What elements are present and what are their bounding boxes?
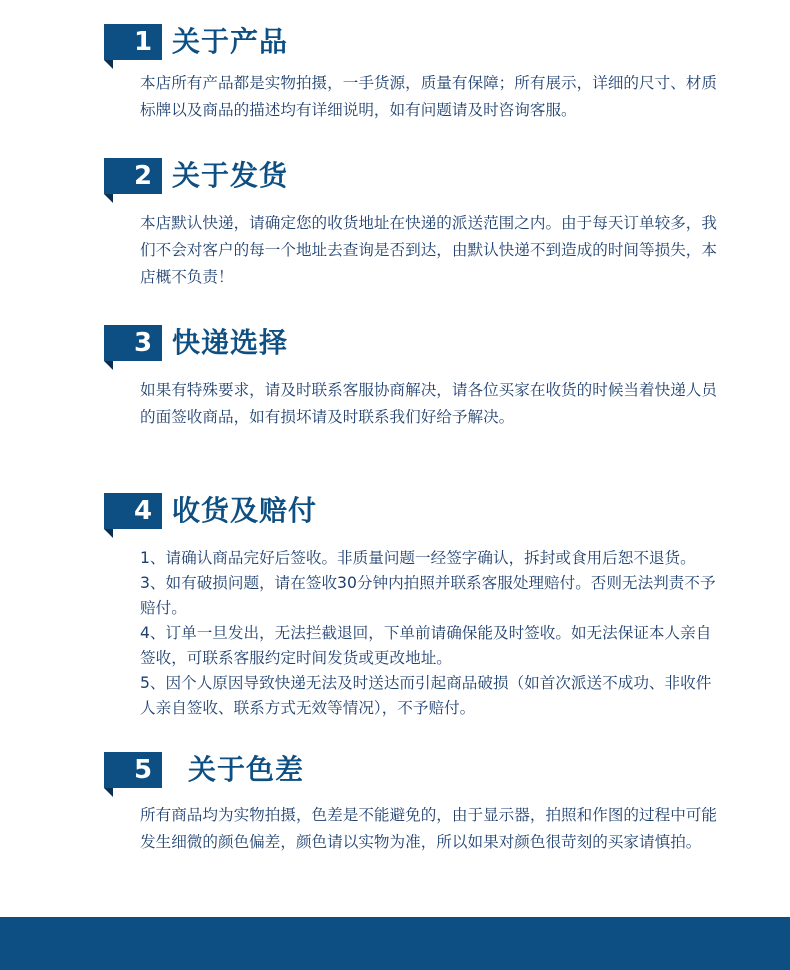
section-title: 收货及赔付 [172,494,318,527]
badge-fold-shape [104,60,113,69]
section-title: 关于产品 [172,25,289,58]
badge-fold-shape [104,361,113,370]
section-number: 5 [134,755,153,785]
section-body [140,377,720,431]
section-text: 本店默认快递，请确定您的收货地址在快递的派送范围之内。由于每天订单较多，我们不会对客户的每一个地址去查询是否到达，由默认快递不到造成的时间等损失，本店概不负责！ [140,214,717,286]
badge-fold-shape [104,529,113,538]
section-text: 所有商品均为实物拍摄，色差是不能避免的，由于显示器，拍照和作图的过程中可能发生细微的颜色偏差，颜色请以实物为准，所以如果对颜色很苛刻的买家请慎拍。 [140,806,717,851]
list-item: 4、订单一旦发出，无法拦截退回，下单前请确保能及时签收。如无法保证本人亲自签收，可联系客服约定时间发货或更改地址。 [140,624,712,667]
section-body [140,546,720,721]
section-text: 如果有特殊要求，请及时联系客服协商解决，请各位买家在收货的时候当着快递人员的面签收商品，如有损坏请及时联系我们好给予解决。 [140,381,717,426]
list-item: 5、因个人原因导致快递无法及时送达而引起商品破损（如首次派送不成功、非收件人亲自签收、联系方式无效等情况），不予赔付。 [140,674,712,717]
section-number: 1 [134,27,153,57]
section-title: 关于发货 [172,159,289,192]
list-item: 1、请确认商品完好后签收。非质量问题一经签字确认，拆封或食用后恕不退货。 [140,549,696,567]
section-text: 本店所有产品都是实物拍摄，一手货源，质量有保障；所有展示，详细的尺寸、材质标牌以及商品的描述均有详细说明，如有问题请及时咨询客服。 [140,74,717,119]
list-item: 3、如有破损问题，请在签收30分钟内拍照并联系客服处理赔付。否则无法判责不予赔付。 [140,574,716,617]
section-number: 3 [134,328,153,358]
section-title: 快递选择 [172,326,289,359]
section-body [140,802,720,856]
section-title: 关于色差 [188,753,305,786]
section-body [140,210,720,291]
section-number: 2 [134,161,153,191]
footer-bar [0,917,790,970]
badge-fold-shape [104,788,113,797]
section-number: 4 [134,496,153,526]
section-body [140,70,720,124]
badge-fold-shape [104,194,113,203]
